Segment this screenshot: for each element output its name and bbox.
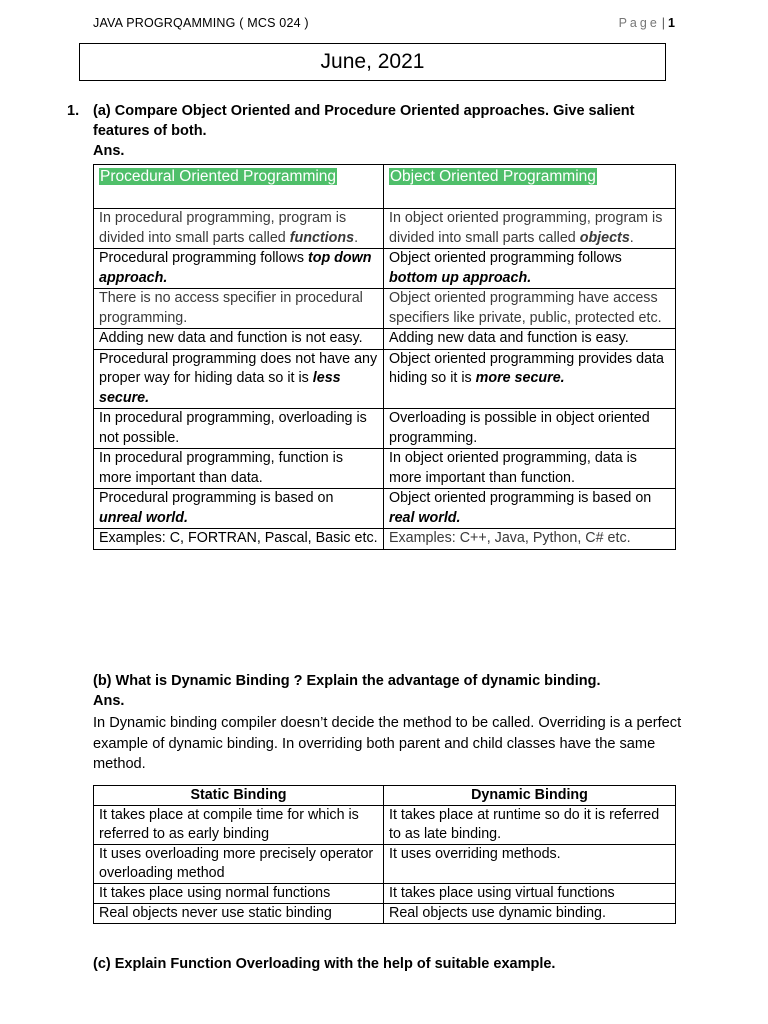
header-procedural xyxy=(94,165,384,209)
procedural-cell xyxy=(94,209,384,249)
answer-label: Ans. xyxy=(93,143,125,159)
comparison-row xyxy=(94,249,676,289)
procedural-cell xyxy=(94,449,384,489)
header-procedural-label: Procedural Oriented Programming xyxy=(100,168,337,185)
header-static-binding: Static Binding xyxy=(94,786,384,806)
dynamic-binding-cell: It uses overriding methods. xyxy=(384,845,676,884)
binding-row xyxy=(94,884,676,904)
cell-emphasis: bottom up approach. xyxy=(389,269,532,286)
dynamic-binding-cell: It takes place using virtual functions xyxy=(384,884,676,904)
comparison-row xyxy=(94,209,676,249)
comparison-row xyxy=(94,409,676,449)
cell-emphasis: more secure. xyxy=(475,370,565,386)
question-number: 1. xyxy=(67,103,80,119)
cell-text: There is no access specifier in procedural programming. xyxy=(99,290,363,326)
comparison-row xyxy=(94,289,676,329)
procedural-cell xyxy=(94,409,384,449)
comparison-row xyxy=(94,489,676,529)
binding-header-row xyxy=(94,786,676,806)
comparison-row xyxy=(94,349,676,409)
cell-emphasis: top down approach. xyxy=(99,250,372,286)
question-1a xyxy=(67,101,673,161)
binding-row xyxy=(94,806,676,845)
procedural-cell xyxy=(94,289,384,329)
cell-text: Adding new data and function is easy. xyxy=(389,330,629,346)
cell-text: Examples: C, FORTRAN, Pascal, Basic etc. xyxy=(99,530,378,546)
cell-text: Procedural programming follows xyxy=(99,250,308,266)
cell-text: Procedural programming does not have any proper way for hiding data so it is xyxy=(99,350,378,386)
question-1b xyxy=(93,671,673,711)
comparison-header-row xyxy=(94,165,676,209)
cell-text: Adding new data and function is not easy. xyxy=(99,330,363,346)
page-indicator xyxy=(619,16,675,30)
cell-text: In procedural programming, program is divided into small parts called xyxy=(99,210,347,246)
cell-emphasis: unreal world. xyxy=(99,509,188,526)
date-title: June, 2021 xyxy=(320,50,425,73)
cell-text-end: . xyxy=(629,229,634,246)
static-binding-cell: It uses overloading more precisely operator overloading method xyxy=(94,845,384,884)
oop-cell xyxy=(384,449,676,489)
question-1c-text: (c) Explain Function Overloading with the help of suitable example. xyxy=(93,956,556,972)
header-oop xyxy=(384,165,676,209)
static-binding-cell: Real objects never use static binding xyxy=(94,904,384,924)
oop-cell xyxy=(384,289,676,329)
header-dynamic-binding: Dynamic Binding xyxy=(384,786,676,806)
cell-text: In procedural programming, overloading is not possible. xyxy=(99,410,367,446)
page-number: 1 xyxy=(668,16,675,30)
page-word: Page xyxy=(618,16,660,30)
binding-table xyxy=(93,785,676,924)
cell-text: In object oriented programming, program is divided into small parts called xyxy=(389,210,663,246)
binding-row xyxy=(94,904,676,924)
oop-cell xyxy=(384,349,676,409)
oop-cell xyxy=(384,209,676,249)
cell-text: Object oriented programming follows xyxy=(389,250,622,266)
page-separator: | xyxy=(661,16,666,30)
cell-text: Examples: C++, Java, Python, C# etc. xyxy=(389,530,631,546)
oop-cell xyxy=(384,249,676,289)
question-1a-line1: (a) Compare Object Oriented and Procedure Oriented approaches. Give salient xyxy=(93,103,635,119)
cell-emphasis: objects xyxy=(579,229,630,246)
static-binding-cell: It takes place using normal functions xyxy=(94,884,384,904)
header-oop-label: Object Oriented Programming xyxy=(390,168,596,185)
cell-text: Procedural programming is based on xyxy=(99,490,334,506)
comparison-row xyxy=(94,529,676,550)
answer-label-b: Ans. xyxy=(93,693,125,709)
date-title-box xyxy=(79,43,666,81)
procedural-cell xyxy=(94,249,384,289)
cell-text-end: . xyxy=(354,229,359,246)
cell-text: In procedural programming, function is more important than data. xyxy=(99,450,343,486)
question-1a-line2: features of both. xyxy=(93,123,207,139)
cell-emphasis: less secure. xyxy=(99,370,341,406)
cell-text: Object oriented programming have access specifiers like private, public, protected etc. xyxy=(389,290,662,326)
question-1c xyxy=(93,954,673,974)
static-binding-cell: It takes place at compile time for which is referred to as early binding xyxy=(94,806,384,845)
cell-text: Object oriented programming provides data hiding so it is xyxy=(389,350,664,386)
procedural-cell xyxy=(94,349,384,409)
cell-text: In object oriented programming, data is more important than function. xyxy=(389,450,637,486)
binding-row xyxy=(94,845,676,884)
comparison-table xyxy=(93,164,676,550)
comparison-row xyxy=(94,449,676,489)
procedural-cell xyxy=(94,489,384,529)
dynamic-binding-paragraph: In Dynamic binding compiler doesn’t decide the method to be called. Overriding is a perfect example of dynamic binding. In overriding both parent and child classes have the same method. xyxy=(93,715,682,772)
procedural-cell xyxy=(94,329,384,350)
oop-cell xyxy=(384,529,676,550)
oop-cell xyxy=(384,329,676,350)
oop-cell xyxy=(384,409,676,449)
oop-cell xyxy=(384,489,676,529)
cell-emphasis: functions xyxy=(289,229,355,246)
comparison-row xyxy=(94,329,676,350)
cell-emphasis: real world. xyxy=(389,509,461,526)
cell-text: Object oriented programming is based on xyxy=(389,490,652,506)
cell-text: Overloading is possible in object oriented programming. xyxy=(389,410,650,446)
procedural-cell xyxy=(94,529,384,550)
dynamic-binding-cell: It takes place at runtime so do it is referred to as late binding. xyxy=(384,806,676,845)
course-title: JAVA PROGRQAMMING ( MCS 024 ) xyxy=(93,16,309,30)
question-1b-text: (b) What is Dynamic Binding ? Explain the advantage of dynamic binding. xyxy=(93,673,601,689)
dynamic-binding-cell: Real objects use dynamic binding. xyxy=(384,904,676,924)
